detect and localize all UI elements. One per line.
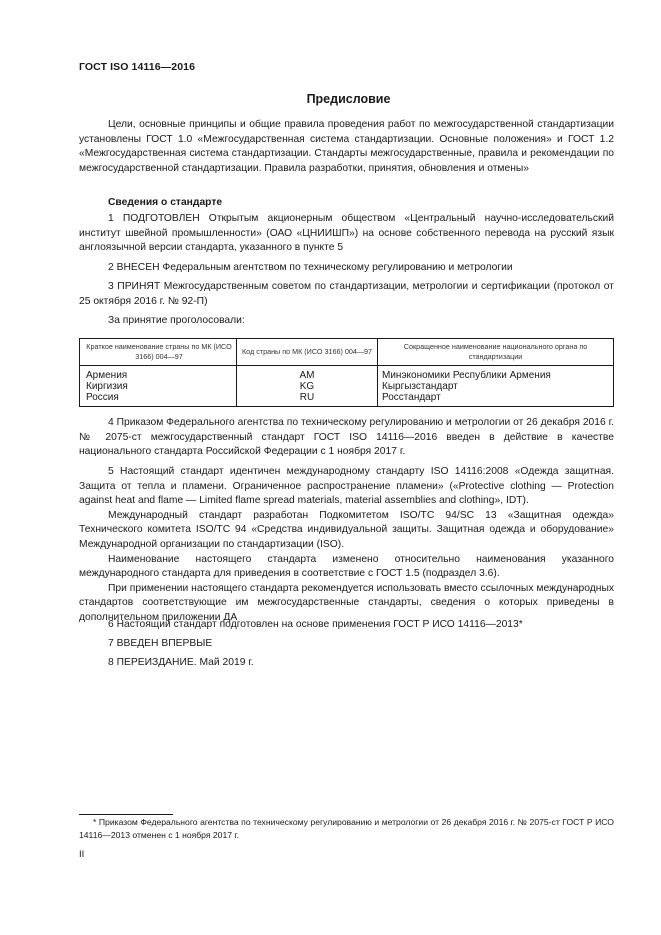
item-5-title-change: Наименование настоящего стандарта изменено относительно наименования указанного международного стандарта для приведения в соответствие с ГОСТ 1.5 (подраздел 3.6). (79, 553, 614, 580)
table-header-body: Сокращенное наименование национального органа по стандартизации (378, 339, 614, 366)
item-1: 1 ПОДГОТОВЛЕН Открытым акционерным обществом «Центральный научно-исследовательский институт швейной промышленности» (ОАО «ЦНИИШП») на основе собственного перевода на русский язык англоязычной версии стандарта, указанного в пункте 5 (79, 213, 614, 254)
voted-block (79, 314, 614, 329)
item-7-block (79, 637, 614, 652)
member-states-table (79, 338, 614, 407)
table-header-country: Краткое наименование страны по МК (ИСО 3166) 004—97 (80, 339, 237, 366)
page-number: II (79, 849, 85, 860)
item-5-developer: Международный стандарт разработан Подкомитетом ISO/TC 94/SC 13 «Защитная одежда» Технического комитета ISO/TC 94 «Средства индивидуальной защиты. Защитная одежда и оборудование» Международной организации по стандартизации (ISO). (79, 509, 614, 550)
country-cell: Россия (80, 392, 237, 407)
item-3: 3 ПРИНЯТ Межгосударственным советом по стандартизации, метрологии и сертификации (протокол от 25 октября 2016 г. № 92-П) (79, 281, 614, 307)
item-6-block (79, 618, 614, 633)
document-code-header: ГОСТ ISO 14116—2016 (79, 61, 196, 73)
body-cell: Кыргызстандарт (378, 381, 614, 392)
country-cell: Армения (80, 366, 237, 382)
item-1-block (79, 212, 614, 256)
section-heading: Сведения о стандарте (108, 197, 223, 208)
code-cell: KG (237, 381, 378, 392)
item-2-block (79, 261, 614, 276)
table-row (80, 366, 614, 382)
country-cell: Киргизия (80, 381, 237, 392)
body-cell: Росстандарт (378, 392, 614, 407)
item-4: 4 Приказом Федерального агентства по техническому регулированию и метрологии от 26 декабря 2016 г. № 2075-ст межгосударственный стандарт ГОСТ ISO 14116—2016 введен в действие в качестве национального стандарта Российской Федерации с 1 ноября 2017 г. (79, 417, 614, 458)
standard-info-block (79, 196, 614, 211)
item-5: 5 Настоящий стандарт идентичен международному стандарту ISO 14116:2008 «Одежда защитная. Защита от тепла и пламени. Ограниченное распространение пламени» («Protective clothing — Protection against heat and flame — Limited flame spread materials, material assemblies and clothing», IDT). (79, 466, 614, 507)
item-4-block (79, 416, 614, 460)
table-header-row (80, 339, 614, 366)
item-2: 2 ВНЕСЕН Федеральным агентством по техническому регулированию и метрологии (108, 262, 513, 273)
item-3-block (79, 280, 614, 309)
code-cell: AM (237, 366, 378, 382)
item-5-block (79, 465, 614, 626)
intro-paragraph: Цели, основные принципы и общие правила проведения работ по межгосударственной стандартизации установлены ГОСТ 1.0 «Межгосударственная система стандартизации. Основные положения» и ГОСТ 1.2 «Межгосударственная система стандартизации. Стандарты межгосударственные, правила и рекомендации по межгосударственной стандартизации. Правила разработки, принятия, обновления и отмены» (79, 119, 614, 174)
table-row (80, 392, 614, 407)
item-7: 7 ВВЕДЕН ВПЕРВЫЕ (108, 638, 213, 649)
footnote-divider (79, 814, 173, 815)
item-5-references: При применении настоящего стандарта рекомендуется использовать вместо ссылочных международных стандартов соответствующие им межгосударственные стандарты, сведения о которых приведены в дополнительном приложении ДА (79, 582, 614, 623)
footnote: * Приказом Федерального агентства по техническому регулированию и метрологии от 26 декабря 2016 г. № 2075-ст ГОСТ Р ИСО 14116—2013 отменен с 1 ноября 2017 г. (79, 817, 614, 840)
body-cell: Минэкономики Республики Армения (378, 366, 614, 382)
item-8: 8 ПЕРЕИЗДАНИЕ. Май 2019 г. (108, 657, 254, 668)
voted-line: За принятие проголосовали: (108, 315, 245, 326)
table-row (80, 381, 614, 392)
intro-block (79, 118, 614, 176)
table-header-code: Код страны по МК (ИСО 3166) 004—97 (237, 339, 378, 366)
code-cell: RU (237, 392, 378, 407)
page-title: Предисловие (306, 92, 391, 106)
item-8-block (79, 656, 614, 671)
item-6: 6 Настоящий стандарт подготовлен на основе применения ГОСТ Р ИСО 14116—2013* (108, 619, 523, 630)
